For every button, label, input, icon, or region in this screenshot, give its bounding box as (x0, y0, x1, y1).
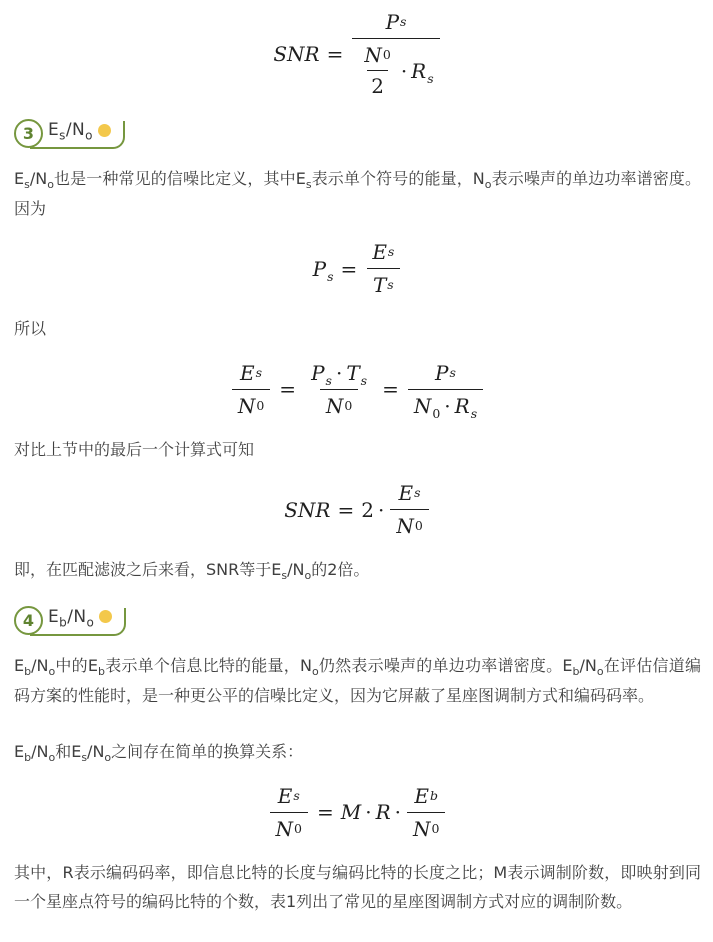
multiply-dot: · (444, 393, 451, 418)
subscript: s (325, 372, 332, 388)
paragraph-relation-intro: $E_b/N_o$和$E_s/N_o$之间存在简单的换算关系： (14, 742, 304, 765)
section-number-badge: 3 (14, 119, 43, 148)
paragraph-compare-note: 对比上节中的最后一个计算式可知 (14, 439, 255, 459)
formula-snr-2esn0 (14, 481, 701, 538)
var: P (435, 360, 449, 385)
section-title-wrap (36, 605, 126, 636)
equals-sign: = (340, 256, 358, 281)
section-title: $E_s/N_o$ (48, 120, 93, 143)
subscript: s (470, 405, 478, 421)
var: T (372, 273, 387, 298)
paragraph-snr-2x-note: 即，在匹配滤波之后来看，SNR等于$E_s/N_o$的2倍。 (14, 560, 370, 583)
var: P (385, 10, 400, 34)
fraction: E s N 0 (270, 784, 308, 841)
var: P (312, 256, 327, 281)
formula-snr-definition (14, 10, 701, 98)
subscript: 0 (432, 405, 441, 421)
paragraph-ebn0-intro: $E_b/N_o$中的$E_b$表示单个信息比特的能量，$N_o$仍然表示噪声的单边功率谱密度。$E_b/N_o$在评估信道编码方案的性能时，是一种更公平的信噪比定义，因为它屏蔽了星座图调制方式和编码码率。 (14, 655, 701, 705)
var: P (311, 360, 325, 385)
var: N (413, 393, 432, 418)
var: E (398, 481, 414, 506)
fraction: E s T s (366, 240, 400, 297)
var: E (240, 360, 255, 385)
subscript: s (427, 70, 434, 86)
number: 2 (371, 74, 384, 98)
equals-sign: = (326, 42, 344, 66)
var: T (346, 360, 360, 385)
section-heading-3 (14, 118, 701, 149)
var: E (372, 240, 387, 265)
multiply-dot: · (335, 360, 343, 385)
paragraph-suoyi: 所以 (14, 319, 47, 339)
inner-fraction: N 0 2 (364, 43, 391, 98)
equals-sign: = (279, 377, 297, 402)
section-title: $E_b/N_o$ (48, 606, 95, 630)
var: N (237, 393, 256, 418)
var: N (413, 816, 431, 841)
formula-esn0-ebn0-relation (14, 784, 701, 841)
equals-sign: = (316, 800, 334, 825)
fraction: P s N 0 2 · $R_s$ (352, 10, 439, 98)
fraction: E s N 0 (232, 361, 270, 418)
multiply-dot: · (365, 800, 372, 825)
multiply-dot: · (377, 497, 385, 522)
paragraph-esn0-intro: $E_s/N_o$也是一种常见的信噪比定义，其中$E_s$表示单个符号的能量，$N_o$表示噪声的单边功率谱密度。因为 (14, 169, 701, 218)
number: 2 (361, 497, 374, 522)
formula-lhs: SNR (273, 42, 320, 66)
multiply-dot: · (400, 58, 408, 83)
multiply-dot: · (394, 800, 402, 825)
formula-esn0-expansion (14, 360, 701, 421)
fraction: E b N 0 (407, 784, 445, 841)
fraction: $P_s$ · $T_s$ N 0 (311, 360, 368, 418)
var: M (340, 800, 362, 825)
var: R (375, 800, 391, 825)
equals-sign: = (382, 377, 399, 402)
fraction: P s $N_0$ · $R_s$ (408, 361, 483, 418)
formula-lhs: SNR (284, 497, 331, 522)
var: N (275, 816, 294, 841)
equals-sign: = (337, 497, 355, 522)
paragraph-r-m-explanation: 其中，R表示编码码率，即信息比特的长度与编码比特的长度之比；M表示调制阶数，即映射到同一个星座点符号的编码比特的个数，表1列出了常见的星座图调制方式对应的调制阶数。 (14, 862, 701, 912)
var: R (454, 393, 470, 418)
var: E (414, 783, 430, 808)
var: R (411, 58, 427, 83)
subscript: s (360, 372, 368, 388)
var: E (277, 783, 293, 808)
var: N (364, 43, 382, 67)
formula-ps-es-ts (14, 240, 701, 297)
fraction: E s N 0 (390, 481, 428, 538)
section-heading-4 (14, 605, 701, 636)
var: N (325, 393, 344, 418)
section-title-wrap (36, 118, 125, 149)
var: N (396, 514, 414, 539)
subscript: s (327, 268, 334, 284)
section-number-badge: 4 (14, 606, 43, 635)
yellow-dot-icon (98, 124, 111, 137)
